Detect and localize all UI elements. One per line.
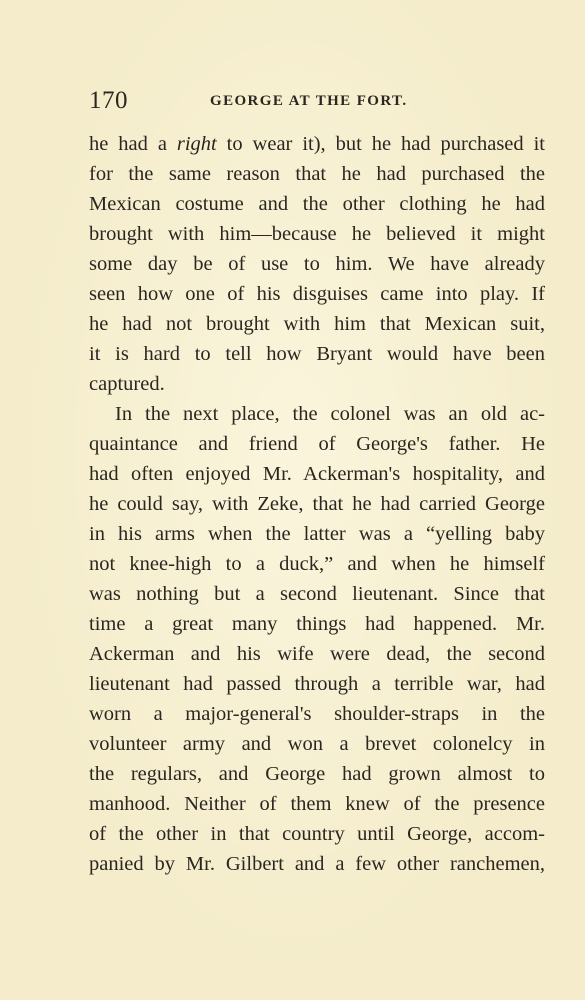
text-line-25 [89,849,545,879]
line-4-text: brought with him—because he believed it might [89,223,545,245]
text-line-14 [89,519,545,549]
line-14-text: in his arms when the latter was a “yelling baby [89,523,545,545]
line-21-text: volunteer army and won a brevet colonelcy in [89,733,545,755]
text-line-10 [89,399,545,429]
line-23-text: manhood. Neither of them knew of the presence [89,793,545,815]
line-1-text: he had a right to wear it), but he had purchased it [89,133,545,155]
line-19-text: lieutenant had passed through a terrible war, had [89,673,545,695]
text-line-19 [89,669,545,699]
line-9-text: captured. [89,373,165,395]
text-line-1 [89,129,545,159]
text-line-5 [89,249,545,279]
text-line-15 [89,549,545,579]
line-5-text: some day be of use to him. We have already [89,253,545,275]
line-24-text: of the other in that country until George, accom- [89,823,545,845]
text-line-7 [89,309,545,339]
text-line-12 [89,459,545,489]
body-text [89,129,545,879]
text-line-4 [89,219,545,249]
text-line-22 [89,759,545,789]
line-10-text: In the next place, the colonel was an old ac- [115,403,545,425]
line-3-text: Mexican costume and the other clothing he had [89,193,545,215]
text-line-6 [89,279,545,309]
text-line-23 [89,789,545,819]
running-head: GEORGE AT THE FORT. [210,93,408,109]
emphasized-word: right [176,133,217,155]
text-line-16 [89,579,545,609]
text-line-13 [89,489,545,519]
text-line-17 [89,609,545,639]
line-7-text: he had not brought with him that Mexican suit, [89,313,545,335]
line-20-text: worn a major-general's shoulder-straps in the [89,703,545,725]
text-line-21 [89,729,545,759]
line-16-text: was nothing but a second lieutenant. Since that [89,583,545,605]
text-line-24 [89,819,545,849]
page-header [89,86,544,116]
line-8-text: it is hard to tell how Bryant would have been [89,343,545,365]
line-12-text: had often enjoyed Mr. Ackerman's hospitality, and [89,463,545,485]
text-line-8 [89,339,545,369]
text-line-20 [89,699,545,729]
line-25-text: panied by Mr. Gilbert and a few other ranchemen, [89,853,545,875]
page-number: 170 [89,87,128,114]
line-17-text: time a great many things had happened. Mr. [89,613,545,635]
text-line-9 [89,369,545,399]
line-18-text: Ackerman and his wife were dead, the second [89,643,545,665]
line-15-text: not knee-high to a duck,” and when he himself [89,553,545,575]
line-22-text: the regulars, and George had grown almost to [89,763,545,785]
text-line-18 [89,639,545,669]
line-2-text: for the same reason that he had purchased the [89,163,545,185]
text-line-2 [89,159,545,189]
line-11-text: quaintance and friend of George's father. He [89,433,545,455]
text-line-11 [89,429,545,459]
line-13-text: he could say, with Zeke, that he had carried George [89,493,545,515]
line-6-text: seen how one of his disguises came into play. If [89,283,545,305]
text-line-3 [89,189,545,219]
